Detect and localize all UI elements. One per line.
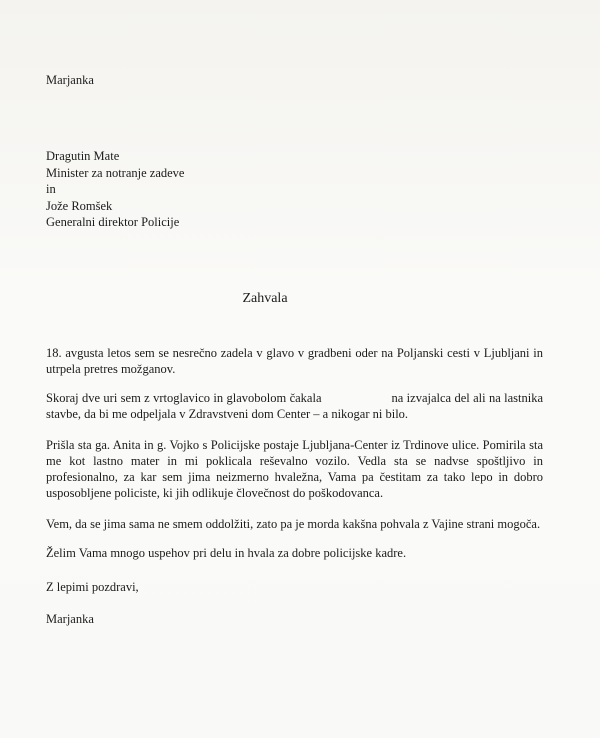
- recipient-line: Jože Romšek: [46, 198, 113, 213]
- closing-phrase: Z lepimi pozdravi,: [46, 580, 139, 594]
- body-paragraph: Želim Vama mnogo uspehov pri delu in hvala za dobre policijske kadre.: [46, 546, 407, 560]
- recipient-line: Dragutin Mate: [46, 149, 120, 163]
- recipient-line: Generalni direktor Policije: [46, 215, 180, 230]
- recipient-line: Minister za notranje zadeve: [46, 165, 185, 180]
- body-paragraph-part: Skoraj dve uri sem z vrtoglavico in glavobolom čakala: [46, 391, 322, 405]
- signature-name: Marjanka: [46, 612, 94, 626]
- letter-title: Zahvala: [242, 291, 288, 306]
- recipient-line: in: [46, 182, 56, 197]
- body-paragraph: Prišla sta ga. Anita in g. Vojko s Policijske postaje Ljubljana-Center iz Trdinove ulice. Pomirila sta me kot lastno mater in mi poklicala reševalno vozilo. Vedla sta se nadvse spoštljivo in profesionalno, za kar sem jima neizmerno hvaležna, Vama pa čestitam za tako lepo in dobro usposobljene policiste, ki jih odlikuje človečnost do poškodovanca.: [46, 438, 543, 500]
- recipient-block: [46, 148, 184, 231]
- letter-body: [46, 345, 543, 576]
- body-paragraph: Vem, da se jima sama ne smem oddolžiti, zato pa je morda kakšna pohvala z Vajine strani mogoča.: [46, 517, 541, 531]
- sender-name: Marjanka: [46, 73, 94, 87]
- body-paragraph: 18. avgusta letos sem se nesrečno zadela v glavo v gradbeni oder na Poljanski cesti v Ljubljani in utrpela pretres možganov.: [46, 346, 543, 376]
- body-paragraph-part: na izvajalca del ali na lastnika stavbe, da bi me odpeljala v Zdravstveni dom Center – a nikogar ni bilo.: [46, 391, 543, 421]
- body-paragraph: [46, 390, 543, 422]
